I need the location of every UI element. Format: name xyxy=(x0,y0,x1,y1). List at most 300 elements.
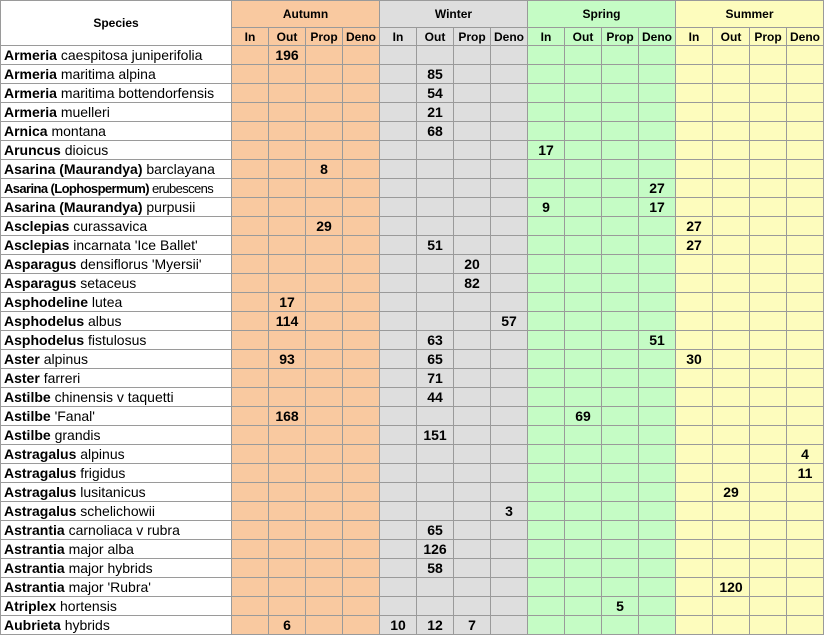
cell-autumn-prop[interactable] xyxy=(306,483,343,502)
cell-autumn-deno[interactable] xyxy=(343,122,380,141)
cell-autumn-out[interactable] xyxy=(269,483,306,502)
cell-autumn-out[interactable] xyxy=(269,122,306,141)
cell-autumn-in[interactable] xyxy=(232,369,269,388)
cell-autumn-out[interactable] xyxy=(269,445,306,464)
cell-summer-out[interactable] xyxy=(713,445,750,464)
cell-spring-prop[interactable] xyxy=(602,293,639,312)
cell-autumn-prop[interactable] xyxy=(306,331,343,350)
cell-summer-out[interactable] xyxy=(713,597,750,616)
cell-winter-out[interactable]: 54 xyxy=(417,84,454,103)
cell-autumn-prop[interactable] xyxy=(306,236,343,255)
cell-spring-prop[interactable] xyxy=(602,521,639,540)
cell-winter-deno[interactable]: 3 xyxy=(491,502,528,521)
cell-winter-in[interactable] xyxy=(380,426,417,445)
species-name-cell[interactable] xyxy=(1,331,232,350)
cell-spring-in[interactable] xyxy=(528,293,565,312)
cell-autumn-deno[interactable] xyxy=(343,559,380,578)
cell-spring-prop[interactable] xyxy=(602,160,639,179)
cell-summer-in[interactable] xyxy=(676,179,713,198)
cell-summer-in[interactable] xyxy=(676,388,713,407)
cell-spring-out[interactable] xyxy=(565,179,602,198)
cell-summer-prop[interactable] xyxy=(750,65,787,84)
cell-autumn-out[interactable] xyxy=(269,464,306,483)
cell-autumn-prop[interactable] xyxy=(306,502,343,521)
cell-spring-in[interactable] xyxy=(528,103,565,122)
cell-spring-deno[interactable] xyxy=(639,578,676,597)
cell-spring-in[interactable] xyxy=(528,122,565,141)
cell-spring-out[interactable] xyxy=(565,293,602,312)
cell-spring-out[interactable] xyxy=(565,369,602,388)
cell-autumn-deno[interactable] xyxy=(343,293,380,312)
cell-winter-prop[interactable] xyxy=(454,103,491,122)
cell-autumn-in[interactable] xyxy=(232,445,269,464)
cell-spring-deno[interactable] xyxy=(639,103,676,122)
species-name-cell[interactable] xyxy=(1,65,232,84)
subheader-winter-prop[interactable]: Prop xyxy=(454,28,491,46)
cell-summer-deno[interactable] xyxy=(787,293,824,312)
cell-autumn-deno[interactable] xyxy=(343,179,380,198)
cell-winter-in[interactable] xyxy=(380,84,417,103)
cell-spring-deno[interactable] xyxy=(639,521,676,540)
cell-winter-deno[interactable] xyxy=(491,464,528,483)
cell-winter-deno[interactable] xyxy=(491,559,528,578)
cell-winter-prop[interactable] xyxy=(454,179,491,198)
cell-spring-in[interactable] xyxy=(528,464,565,483)
cell-winter-in[interactable] xyxy=(380,274,417,293)
species-name-cell[interactable] xyxy=(1,369,232,388)
cell-spring-in[interactable] xyxy=(528,521,565,540)
cell-autumn-out[interactable]: 196 xyxy=(269,46,306,65)
cell-spring-deno[interactable] xyxy=(639,236,676,255)
season-header-spring[interactable]: Spring xyxy=(528,1,676,28)
cell-summer-in[interactable] xyxy=(676,103,713,122)
cell-autumn-prop[interactable] xyxy=(306,616,343,635)
cell-autumn-in[interactable] xyxy=(232,312,269,331)
cell-summer-deno[interactable] xyxy=(787,236,824,255)
species-name-cell[interactable] xyxy=(1,84,232,103)
cell-summer-deno[interactable] xyxy=(787,521,824,540)
species-name-cell[interactable] xyxy=(1,559,232,578)
cell-winter-prop[interactable] xyxy=(454,160,491,179)
cell-summer-out[interactable] xyxy=(713,160,750,179)
cell-winter-deno[interactable] xyxy=(491,160,528,179)
cell-winter-out[interactable] xyxy=(417,160,454,179)
cell-spring-out[interactable] xyxy=(565,312,602,331)
cell-winter-prop[interactable] xyxy=(454,578,491,597)
cell-autumn-deno[interactable] xyxy=(343,578,380,597)
cell-winter-deno[interactable] xyxy=(491,331,528,350)
cell-summer-out[interactable] xyxy=(713,502,750,521)
cell-summer-deno[interactable] xyxy=(787,312,824,331)
cell-winter-out[interactable]: 12 xyxy=(417,616,454,635)
cell-autumn-deno[interactable] xyxy=(343,141,380,160)
cell-spring-prop[interactable] xyxy=(602,179,639,198)
cell-autumn-in[interactable] xyxy=(232,198,269,217)
cell-winter-in[interactable] xyxy=(380,122,417,141)
cell-summer-deno[interactable] xyxy=(787,616,824,635)
cell-summer-in[interactable] xyxy=(676,559,713,578)
cell-autumn-prop[interactable] xyxy=(306,65,343,84)
cell-autumn-out[interactable] xyxy=(269,103,306,122)
cell-summer-in[interactable] xyxy=(676,198,713,217)
cell-autumn-in[interactable] xyxy=(232,65,269,84)
cell-winter-in[interactable] xyxy=(380,255,417,274)
cell-spring-out[interactable] xyxy=(565,559,602,578)
subheader-spring-prop[interactable]: Prop xyxy=(602,28,639,46)
cell-winter-out[interactable] xyxy=(417,198,454,217)
cell-autumn-out[interactable] xyxy=(269,369,306,388)
cell-winter-out[interactable] xyxy=(417,217,454,236)
cell-spring-in[interactable] xyxy=(528,483,565,502)
cell-spring-out[interactable] xyxy=(565,198,602,217)
cell-summer-in[interactable] xyxy=(676,331,713,350)
cell-summer-deno[interactable] xyxy=(787,369,824,388)
species-name-cell[interactable] xyxy=(1,179,232,198)
cell-autumn-out[interactable] xyxy=(269,559,306,578)
cell-winter-in[interactable] xyxy=(380,141,417,160)
cell-winter-out[interactable]: 71 xyxy=(417,369,454,388)
cell-spring-deno[interactable] xyxy=(639,388,676,407)
cell-autumn-prop[interactable] xyxy=(306,293,343,312)
cell-autumn-out[interactable] xyxy=(269,274,306,293)
subheader-autumn-deno[interactable]: Deno xyxy=(343,28,380,46)
cell-autumn-prop[interactable] xyxy=(306,312,343,331)
cell-spring-out[interactable] xyxy=(565,426,602,445)
cell-summer-out[interactable] xyxy=(713,103,750,122)
cell-spring-out[interactable] xyxy=(565,46,602,65)
cell-spring-out[interactable] xyxy=(565,65,602,84)
cell-autumn-in[interactable] xyxy=(232,388,269,407)
cell-spring-in[interactable]: 9 xyxy=(528,198,565,217)
cell-winter-in[interactable] xyxy=(380,312,417,331)
cell-winter-prop[interactable] xyxy=(454,141,491,160)
cell-autumn-prop[interactable] xyxy=(306,274,343,293)
cell-autumn-in[interactable] xyxy=(232,274,269,293)
cell-spring-in[interactable] xyxy=(528,578,565,597)
species-name-cell[interactable] xyxy=(1,578,232,597)
cell-spring-deno[interactable] xyxy=(639,426,676,445)
cell-winter-out[interactable]: 85 xyxy=(417,65,454,84)
cell-autumn-in[interactable] xyxy=(232,616,269,635)
cell-autumn-deno[interactable] xyxy=(343,540,380,559)
cell-summer-prop[interactable] xyxy=(750,331,787,350)
cell-autumn-prop[interactable] xyxy=(306,350,343,369)
cell-summer-out[interactable] xyxy=(713,122,750,141)
cell-winter-prop[interactable]: 82 xyxy=(454,274,491,293)
cell-spring-prop[interactable] xyxy=(602,483,639,502)
cell-winter-out[interactable]: 63 xyxy=(417,331,454,350)
cell-spring-in[interactable] xyxy=(528,312,565,331)
cell-autumn-in[interactable] xyxy=(232,84,269,103)
cell-spring-deno[interactable] xyxy=(639,502,676,521)
cell-spring-deno[interactable] xyxy=(639,407,676,426)
cell-spring-deno[interactable] xyxy=(639,122,676,141)
cell-spring-prop[interactable] xyxy=(602,274,639,293)
cell-summer-prop[interactable] xyxy=(750,293,787,312)
cell-summer-in[interactable] xyxy=(676,312,713,331)
cell-spring-out[interactable] xyxy=(565,483,602,502)
cell-autumn-out[interactable] xyxy=(269,198,306,217)
cell-spring-out[interactable] xyxy=(565,103,602,122)
cell-autumn-in[interactable] xyxy=(232,160,269,179)
cell-summer-prop[interactable] xyxy=(750,274,787,293)
cell-summer-in[interactable] xyxy=(676,426,713,445)
cell-autumn-in[interactable] xyxy=(232,521,269,540)
cell-autumn-deno[interactable] xyxy=(343,65,380,84)
cell-winter-out[interactable] xyxy=(417,179,454,198)
cell-autumn-prop[interactable] xyxy=(306,540,343,559)
species-name-cell[interactable] xyxy=(1,426,232,445)
cell-spring-deno[interactable] xyxy=(639,350,676,369)
cell-autumn-deno[interactable] xyxy=(343,464,380,483)
cell-summer-prop[interactable] xyxy=(750,46,787,65)
cell-spring-deno[interactable] xyxy=(639,559,676,578)
cell-autumn-in[interactable] xyxy=(232,350,269,369)
cell-summer-deno[interactable] xyxy=(787,198,824,217)
cell-spring-deno[interactable] xyxy=(639,46,676,65)
cell-winter-in[interactable] xyxy=(380,521,417,540)
cell-spring-out[interactable] xyxy=(565,160,602,179)
cell-autumn-out[interactable] xyxy=(269,331,306,350)
cell-winter-deno[interactable] xyxy=(491,616,528,635)
cell-autumn-in[interactable] xyxy=(232,122,269,141)
cell-spring-prop[interactable] xyxy=(602,426,639,445)
cell-autumn-out[interactable] xyxy=(269,217,306,236)
cell-spring-prop[interactable] xyxy=(602,122,639,141)
cell-winter-out[interactable] xyxy=(417,312,454,331)
cell-autumn-out[interactable] xyxy=(269,578,306,597)
cell-spring-deno[interactable]: 51 xyxy=(639,331,676,350)
cell-autumn-prop[interactable]: 29 xyxy=(306,217,343,236)
cell-summer-out[interactable] xyxy=(713,426,750,445)
cell-winter-deno[interactable] xyxy=(491,350,528,369)
cell-autumn-deno[interactable] xyxy=(343,236,380,255)
cell-autumn-deno[interactable] xyxy=(343,274,380,293)
cell-autumn-in[interactable] xyxy=(232,426,269,445)
cell-spring-prop[interactable] xyxy=(602,255,639,274)
species-column-header[interactable]: Species xyxy=(1,1,232,46)
cell-autumn-in[interactable] xyxy=(232,331,269,350)
cell-spring-in[interactable] xyxy=(528,217,565,236)
cell-autumn-prop[interactable] xyxy=(306,597,343,616)
cell-spring-out[interactable] xyxy=(565,350,602,369)
cell-autumn-prop[interactable] xyxy=(306,426,343,445)
cell-autumn-out[interactable] xyxy=(269,179,306,198)
cell-summer-in[interactable] xyxy=(676,578,713,597)
cell-autumn-prop[interactable] xyxy=(306,103,343,122)
cell-winter-deno[interactable] xyxy=(491,426,528,445)
cell-autumn-prop[interactable] xyxy=(306,84,343,103)
cell-spring-in[interactable] xyxy=(528,369,565,388)
cell-winter-prop[interactable] xyxy=(454,464,491,483)
cell-autumn-deno[interactable] xyxy=(343,160,380,179)
cell-autumn-out[interactable] xyxy=(269,521,306,540)
cell-summer-in[interactable]: 27 xyxy=(676,236,713,255)
cell-winter-prop[interactable]: 20 xyxy=(454,255,491,274)
cell-summer-deno[interactable] xyxy=(787,502,824,521)
cell-spring-in[interactable] xyxy=(528,255,565,274)
species-name-cell[interactable] xyxy=(1,483,232,502)
subheader-summer-in[interactable]: In xyxy=(676,28,713,46)
cell-summer-out[interactable] xyxy=(713,388,750,407)
cell-spring-in[interactable] xyxy=(528,597,565,616)
cell-autumn-out[interactable] xyxy=(269,540,306,559)
species-name-cell[interactable] xyxy=(1,616,232,635)
cell-autumn-prop[interactable] xyxy=(306,179,343,198)
cell-winter-deno[interactable] xyxy=(491,369,528,388)
cell-summer-deno[interactable] xyxy=(787,274,824,293)
cell-winter-deno[interactable] xyxy=(491,578,528,597)
cell-winter-deno[interactable] xyxy=(491,521,528,540)
cell-spring-out[interactable] xyxy=(565,122,602,141)
species-name-cell[interactable] xyxy=(1,46,232,65)
cell-winter-in[interactable] xyxy=(380,369,417,388)
cell-spring-prop[interactable] xyxy=(602,331,639,350)
cell-summer-in[interactable] xyxy=(676,407,713,426)
season-header-autumn[interactable]: Autumn xyxy=(232,1,380,28)
species-name-cell[interactable] xyxy=(1,103,232,122)
species-name-cell[interactable] xyxy=(1,521,232,540)
cell-winter-in[interactable] xyxy=(380,293,417,312)
cell-summer-in[interactable] xyxy=(676,122,713,141)
species-name-cell[interactable] xyxy=(1,597,232,616)
subheader-winter-in[interactable]: In xyxy=(380,28,417,46)
cell-winter-deno[interactable] xyxy=(491,198,528,217)
cell-spring-in[interactable] xyxy=(528,616,565,635)
cell-summer-in[interactable] xyxy=(676,597,713,616)
cell-summer-deno[interactable] xyxy=(787,407,824,426)
species-name-cell[interactable] xyxy=(1,160,232,179)
cell-summer-prop[interactable] xyxy=(750,426,787,445)
subheader-winter-deno[interactable]: Deno xyxy=(491,28,528,46)
cell-autumn-prop[interactable] xyxy=(306,445,343,464)
cell-spring-deno[interactable] xyxy=(639,65,676,84)
cell-spring-deno[interactable] xyxy=(639,597,676,616)
cell-spring-out[interactable] xyxy=(565,464,602,483)
species-name-cell[interactable] xyxy=(1,350,232,369)
cell-winter-deno[interactable] xyxy=(491,407,528,426)
cell-winter-in[interactable]: 10 xyxy=(380,616,417,635)
cell-spring-deno[interactable] xyxy=(639,369,676,388)
cell-summer-in[interactable] xyxy=(676,46,713,65)
cell-summer-prop[interactable] xyxy=(750,445,787,464)
cell-spring-out[interactable] xyxy=(565,331,602,350)
cell-winter-out[interactable]: 126 xyxy=(417,540,454,559)
cell-winter-in[interactable] xyxy=(380,236,417,255)
cell-spring-deno[interactable] xyxy=(639,160,676,179)
cell-autumn-in[interactable] xyxy=(232,483,269,502)
cell-summer-out[interactable] xyxy=(713,350,750,369)
cell-autumn-out[interactable] xyxy=(269,65,306,84)
cell-spring-out[interactable] xyxy=(565,388,602,407)
cell-autumn-out[interactable] xyxy=(269,160,306,179)
cell-spring-out[interactable] xyxy=(565,217,602,236)
cell-summer-prop[interactable] xyxy=(750,198,787,217)
cell-autumn-in[interactable] xyxy=(232,407,269,426)
cell-summer-out[interactable] xyxy=(713,616,750,635)
cell-winter-deno[interactable] xyxy=(491,84,528,103)
cell-summer-out[interactable] xyxy=(713,331,750,350)
cell-summer-in[interactable] xyxy=(676,141,713,160)
cell-winter-in[interactable] xyxy=(380,65,417,84)
cell-summer-out[interactable] xyxy=(713,312,750,331)
cell-winter-out[interactable] xyxy=(417,464,454,483)
cell-spring-deno[interactable] xyxy=(639,255,676,274)
cell-spring-prop[interactable] xyxy=(602,445,639,464)
cell-autumn-prop[interactable] xyxy=(306,46,343,65)
cell-winter-deno[interactable] xyxy=(491,122,528,141)
cell-autumn-in[interactable] xyxy=(232,293,269,312)
cell-winter-deno[interactable] xyxy=(491,274,528,293)
cell-winter-out[interactable]: 151 xyxy=(417,426,454,445)
cell-autumn-out[interactable] xyxy=(269,84,306,103)
cell-spring-in[interactable] xyxy=(528,84,565,103)
cell-autumn-in[interactable] xyxy=(232,141,269,160)
cell-winter-out[interactable]: 65 xyxy=(417,521,454,540)
cell-summer-prop[interactable] xyxy=(750,521,787,540)
cell-winter-deno[interactable] xyxy=(491,293,528,312)
cell-summer-out[interactable] xyxy=(713,559,750,578)
cell-summer-out[interactable] xyxy=(713,179,750,198)
species-name-cell[interactable] xyxy=(1,122,232,141)
cell-autumn-prop[interactable] xyxy=(306,388,343,407)
cell-spring-in[interactable] xyxy=(528,502,565,521)
species-name-cell[interactable] xyxy=(1,198,232,217)
cell-autumn-in[interactable] xyxy=(232,46,269,65)
cell-autumn-deno[interactable] xyxy=(343,388,380,407)
cell-winter-prop[interactable] xyxy=(454,388,491,407)
cell-autumn-prop[interactable] xyxy=(306,559,343,578)
cell-summer-prop[interactable] xyxy=(750,464,787,483)
cell-summer-in[interactable] xyxy=(676,502,713,521)
cell-winter-out[interactable]: 65 xyxy=(417,350,454,369)
cell-summer-prop[interactable] xyxy=(750,407,787,426)
cell-autumn-deno[interactable] xyxy=(343,483,380,502)
cell-spring-in[interactable]: 17 xyxy=(528,141,565,160)
cell-spring-deno[interactable] xyxy=(639,540,676,559)
season-header-winter[interactable]: Winter xyxy=(380,1,528,28)
cell-summer-prop[interactable] xyxy=(750,559,787,578)
cell-spring-prop[interactable] xyxy=(602,540,639,559)
cell-summer-in[interactable] xyxy=(676,274,713,293)
species-name-cell[interactable] xyxy=(1,141,232,160)
cell-summer-prop[interactable] xyxy=(750,217,787,236)
cell-summer-deno[interactable] xyxy=(787,540,824,559)
cell-summer-prop[interactable] xyxy=(750,616,787,635)
cell-winter-prop[interactable] xyxy=(454,312,491,331)
cell-winter-prop[interactable] xyxy=(454,122,491,141)
cell-summer-out[interactable] xyxy=(713,84,750,103)
cell-winter-prop[interactable] xyxy=(454,84,491,103)
cell-spring-deno[interactable] xyxy=(639,293,676,312)
cell-spring-deno[interactable] xyxy=(639,141,676,160)
cell-spring-out[interactable] xyxy=(565,255,602,274)
cell-summer-deno[interactable] xyxy=(787,597,824,616)
cell-winter-prop[interactable] xyxy=(454,483,491,502)
cell-spring-out[interactable] xyxy=(565,445,602,464)
cell-summer-deno[interactable] xyxy=(787,578,824,597)
cell-autumn-out[interactable] xyxy=(269,236,306,255)
cell-winter-deno[interactable] xyxy=(491,483,528,502)
cell-summer-out[interactable]: 120 xyxy=(713,578,750,597)
cell-spring-out[interactable] xyxy=(565,521,602,540)
cell-spring-prop[interactable] xyxy=(602,559,639,578)
cell-spring-prop[interactable] xyxy=(602,141,639,160)
cell-autumn-in[interactable] xyxy=(232,540,269,559)
cell-summer-in[interactable] xyxy=(676,293,713,312)
cell-winter-out[interactable] xyxy=(417,502,454,521)
cell-summer-prop[interactable] xyxy=(750,502,787,521)
